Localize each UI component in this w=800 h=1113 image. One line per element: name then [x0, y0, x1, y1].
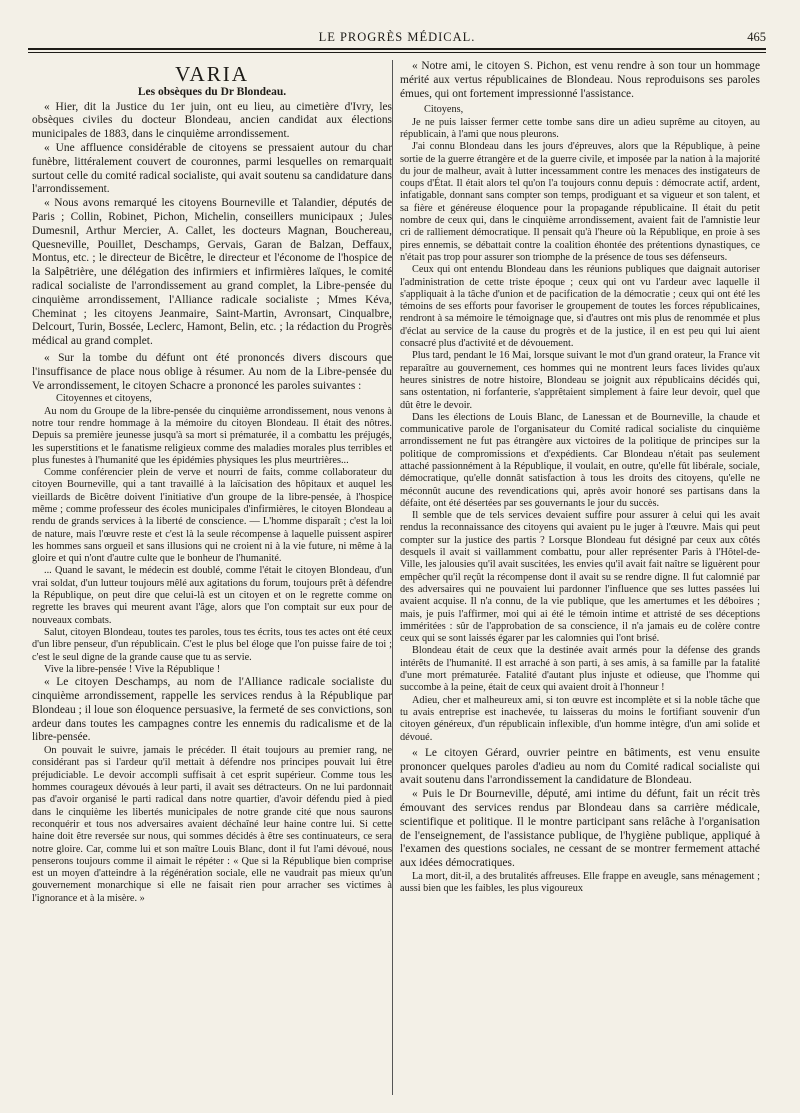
paragraph: « Puis le Dr Bourneville, député, ami intime du défunt, fait un récit très émouvant des services rendus par Blondeau dans sa carrière médicale, scientifique et politique. Il le montre participant sans relâche à l'organisation de l'enseignement, de l'assistance publique, de l'hygiène publique, appliqué à l'examen des questions sociales, ne cessant de se montrer fermement attaché aux idées démocratiques.: [400, 788, 760, 870]
paragraph: On pouvait le suivre, jamais le précéder. Il était toujours au premier rang, ne considérant pas si l'ardeur qu'il mettait à défendre nos principes pouvait lui être préjudiciable. Le devoir accompli suffisait à cet esprit supérieur. Comme tous les hommes courageux dévoués à leur parti, il avait ses détracteurs. On ne lui pardonnait pas d'avoir organisé le parti radical dans notre quartier, d'avoir défendu pied à pied dans le cinquième les libertés municipales de notre grande cité que nous saurons reconquérir et tous nos adversaires avaient déchaîné leur haine contre lui. Si cette haine doit être reversée sur nous, qui sommes décidés à être ses continuateurs, ce sera notre gloire. Car, comme lui et son maître Louis Blanc, dont il fut l'ami dévoué, nous penserons toujours comme il aimait le répéter : « Que si la République bien comprise est un moyen d'atteindre à la régénération sociale, elle ne vaudrait pas mieux qu'un gouvernement monarchique si elle ne faisait rien pour arracher ses victimes à l'ignorance et à la misère. »: [32, 745, 392, 904]
paragraph: « Nous avons remarqué les citoyens Bourneville et Talandier, députés de Paris ; Collin, Robinet, Pichon, Michelin, conseillers municipaux ; Jules Dumesnil, Arthur Mercier, A. Callet, les docteurs Magnan, Bouchereau, Quesneville, Pouillet, Deschamps, Gervais, Garan de Balzan, Deffaux, Montus, etc. ; le directeur de Bicêtre, le directeur et l'économe de l'hospice de la Salpêtrière, une délégation des infirmiers et infirmières laïques, le comité radical socialiste de l'arrondissement au grand complet, la Libre-pensée du cinquième arrondissement, l'Alliance radicale socialiste ; Mmes Kéva, Cheminat ; les citoyens Jeanmaire, Saint-Martin, Avronsart, Cinqualbre, Delcourt, Turin, Bossée, Leclerc, Hamont, Belin, etc. ; la rédaction du Progrès médical au grand complet.: [32, 197, 392, 348]
header-rule-thin: [28, 52, 766, 53]
paragraph: J'ai connu Blondeau dans les jours d'épreuves, alors que la République, à peine sortie de la guerre étrangère et de la guerre civile, et imposée par la nation à la majorité du jour de malheur, avait à lutter incessamment contre les menaces des instigateurs de coups d'État. Il était alors tel qu'on l'a toujours connu depuis : démocrate actif, ardent, infatigable, donnant sans compter son temps, prodiguant et sa vigueur et son talent, et sa fière et généreuse éloquence pour la propagande républicaine. Il était du petit nombre de ceux qui, dans le cinquième arrondissement, avaient fait de l'amnistie leur cri de ralliement démocratique. Il pensait qu'à l'heure où la République, en proie à ses pires ennemis, se débattait contre la coalition éhontée des prétentions dynastiques, ce n'était pas trop pour assurer son triomphe de la présence de tous ses défenseurs.: [400, 141, 760, 263]
paragraph: Blondeau était de ceux que la destinée avait armés pour la défense des grands intérêts de l'humanité. Il est arraché à son parti, à ses amis, à sa famille par la fatalité d'une mort prématurée. Fatalité d'autant plus injuste et odieuse, que l'homme qui succombe à la peine, était de ceux qui avaient droit à l'honneur !: [400, 645, 760, 694]
paragraph: Citoyennes et citoyens,: [56, 393, 152, 405]
left-column: [32, 60, 392, 1100]
section-title: VARIA: [175, 62, 249, 86]
column-separator: [392, 60, 393, 1095]
paragraph: « Une affluence considérable de citoyens se pressaient autour du char funèbre, littéralement couvert de couronnes, parmi lesquelles on remarquait surtout celle du comité radical socialiste, qui avait soutenu sa candidature dans l'arrondissement.: [32, 141, 392, 196]
paragraph: Plus tard, pendant le 16 Mai, lorsque suivant le mot d'un grand orateur, la France vit reparaître au gouvernement, ces hommes qui ne montrent leurs faces livides qu'aux heures sinistres de notre histoire, Blondeau se joignit aux républicains décidés qui, sans ostentation, ni forfanterie, s'apprêtaient simplement à faire leur devoir, quel que dût être le devoir.: [400, 350, 760, 411]
journal-title: LE PROGRÈS MÉDICAL.: [318, 30, 476, 44]
paragraph: Salut, citoyen Blondeau, toutes tes paroles, tous tes écrits, tous tes actes ont été ceux d'un libre penseur, d'un républicain. C'est le plus bel éloge que l'on puisse faire de toi ; c'est le seul digne de la grande cause que tu as servie.: [32, 626, 392, 663]
header-rule: [28, 48, 766, 50]
paragraph: Comme conférencier plein de verve et nourri de faits, comme collaborateur du citoyen Bourneville, qui a tant travaillé à la laïcisation des hôpitaux et auquel les vieillards de Bicêtre doivent l'initiative d'un groupe de la libre-pensée, à l'hospice même ; comme professeur des écoles municipales d'infirmières, le citoyen Blondeau a rendu de grands services à la liberté de conscience. — L'homme disparaît ; c'est la loi de nature, mais l'œuvre reste et c'est là la seule récompense à laquelle puissent aspirer les hommes sans orgueil et sans illusions qui ne croient ni à la vie future, ni même à la gloire et qui n'ont d'autre culte que le bonheur de l'humanité.: [32, 467, 392, 565]
paragraph: ... Quand le savant, le médecin est doublé, comme l'était le citoyen Blondeau, d'un vrai soldat, d'un lutteur toujours mêlé aux agitations du forum, toujours prêt à défendre la République, on peut dire que celui-là est un citoyen et on le regrette comme on regrette les braves qui meurent avant l'âge, alors que l'on comptait sur eux pour de nouveaux combats.: [32, 565, 392, 626]
paragraph: « Le citoyen Deschamps, au nom de l'Alliance radicale socialiste du cinquième arrondissement, rappelle les services rendus à la République par Blondeau ; il loue son éloquence persuasive, la fermeté de ses convictions, son ardeur dans toutes les campagnes contre les ennemis du radicalisme et de la libre-pensée.: [32, 676, 392, 744]
paragraph: « Sur la tombe du défunt ont été prononcés divers discours que l'insuffisance de place nous oblige à résumer. Au nom de la Libre-pensée du Ve arrondissement, le citoyen Schacre a prononcé les paroles suivantes :: [32, 351, 392, 392]
right-column: [400, 60, 760, 1100]
paragraph: Je ne puis laisser fermer cette tombe sans dire un adieu suprême au citoyen, au républicain, à l'ami que nous pleurons.: [400, 116, 760, 140]
page-number: 465: [747, 30, 766, 44]
paragraph: « Hier, dit la Justice du 1er juin, ont eu lieu, au cimetière d'Ivry, les obsèques civiles du docteur Blondeau, ancien candidat aux élections municipales de 1883, dans le cinquième arrondissement.: [32, 100, 392, 141]
paragraph: Ceux qui ont entendu Blondeau dans les réunions publiques que daignait autoriser l'administration de cette triste époque ; ceux qui ont vu l'ardeur avec laquelle il s'appliquait à la tâche d'union et de pacification de la démocratie ; ceux qui ont été les témoins de ses efforts pour favoriser le groupement de toutes les forces républicaines, rendront à sa mémoire le témoignage que, si d'autres ont mis plus de renommée et plus d'éclat au service de la cause du progrès et de la justice, il en est peu qui lui aient consacré plus d'activité et de dévouement.: [400, 264, 760, 350]
article-subtitle: Les obsèques du Dr Blondeau.: [137, 86, 287, 98]
paragraph: Il semble que de tels services devaient suffire pour assurer à celui qui les avait rendus la reconnaissance des citoyens qui avaient pu le juger à l'œuvre. Mais qui peut compter sur la justice des partis ? Lorsque Blondeau fut désigné par ceux aux côtés desquels il avait si vaillamment combattu, pour aller représenter Paris à l'Hôtel-de-Ville, les jalousies qu'il avait suscitées, les envies qu'il avait fait naître se liguèrent pour empêcher qu'il reçût la récompense dont il avait su se rendre digne. Il fut calomnié par des adversaires qui ne pouvaient lui pardonner l'influence que ses luttes passées lui avaient acquise. Il n'a connu, de la vie publique, que les amertumes et les déboires ; mais, je puis l'affirmer, moi qui ai été le témoin intime et attristé de ses déceptions imméritées : sûr de l'approbation de sa conscience, il n'a jamais eu de colère contre ceux qui se sont laissés égarer par les calomnies qui l'ont brisé.: [400, 510, 760, 645]
paragraph: La mort, dit-il, a des brutalités affreuses. Elle frappe en aveugle, sans ménagement ; aussi bien que les faibles, les plus vigoureux: [400, 871, 760, 895]
running-header: [28, 30, 766, 46]
paragraph: Au nom du Groupe de la libre-pensée du cinquième arrondissement, nous venons à notre tour rendre hommage à la mémoire du citoyen Blondeau. Il était des nôtres. Depuis sa première jeunesse jusqu'à sa mort si prématurée, il a combattu les préjugés, les superstitions et le fanatisme religieux comme des maladies morales plus terribles et plus funestes à l'humanité que les épidémies physiques les plus meurtrières...: [32, 405, 392, 466]
paragraph: Citoyens,: [424, 104, 464, 116]
paragraph: « Notre ami, le citoyen S. Pichon, est venu rendre à son tour un hommage mérité aux vertus républicaines de Blondeau. Nous reproduisons ses paroles émues, qui ont fortement impressionné l'assistance.: [400, 60, 760, 100]
paragraph: Dans les élections de Louis Blanc, de Lanessan et de Bourneville, la chaude et communicative parole de l'organisateur du Comité radical socialiste du cinquième arrondissement ne fut pas étrangère aux victoires de la politique de principes sur la politique de compromissions et d'expédients. Car Blondeau n'était pas seulement attaché passionnément à la République, il voulait, en outre, qu'elle fût libérale, sociale, démocratique, qu'elle donnât satisfaction à tous les droits des citoyens, qu'elle ne méconnût aucune des revendications qui, après avoir honoré ses partisans dans la défaite, ont été désertées par ses gouvernants le jour du succès.: [400, 411, 760, 509]
paragraph: Vive la libre-pensée ! Vive la République !: [44, 663, 221, 675]
paragraph: Adieu, cher et malheureux ami, si ton œuvre est incomplète et si la noble tâche que tu avais entreprise est inachevée, tu laisseras du moins le fortifiant souvenir d'un citoyen généreux, d'un républicain inflexible, d'un homme intègre, d'un ami solide et dévoué.: [400, 694, 760, 743]
paragraph: « Le citoyen Gérard, ouvrier peintre en bâtiments, est venu ensuite prononcer quelques paroles d'adieu au nom du Comité radical socialiste qui avait soutenu dans l'arrondissement la candidature de Blondeau.: [400, 746, 760, 787]
